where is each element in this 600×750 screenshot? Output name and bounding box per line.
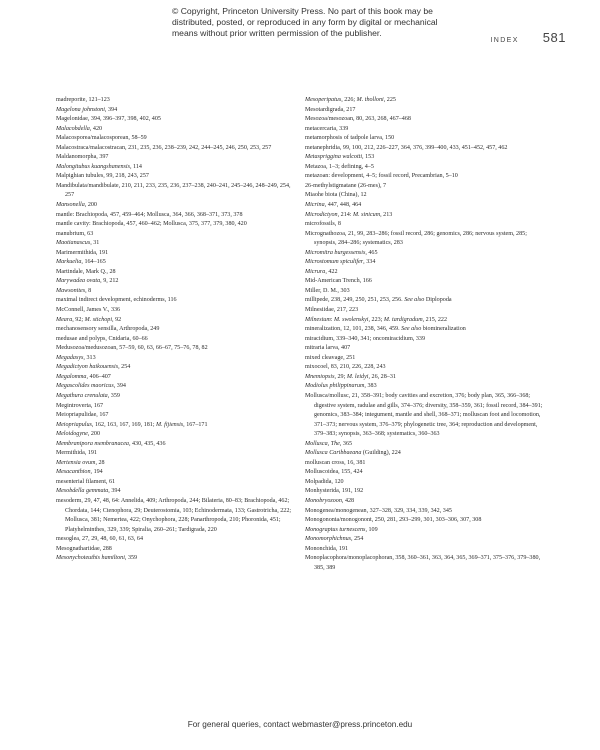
- index-entry: Micrura, 422: [305, 268, 338, 275]
- index-entry: Micromitra burgessensis, 465: [305, 249, 378, 256]
- index-entry: Metaspriggina walcotti, 153: [305, 154, 375, 161]
- index-entry: Malongitubus kuangshanensis, 114: [56, 163, 142, 170]
- index-entry: maximal indirect development, echinoderms, 116: [56, 297, 177, 304]
- footer-contact: For general queries, contact webmaster@press.princeton.edu: [187, 720, 413, 729]
- index-entry: millipede, 238, 249, 250, 251, 253, 256. See also Diplopoda: [305, 297, 452, 304]
- index-entry: mantle cavity: Brachiopoda, 457, 460–462; Mollusca, 375, 377, 379, 380, 420: [56, 221, 247, 228]
- index-entry: Megascolides maoricus, 394: [56, 383, 126, 390]
- index-entry: Mesoperipatus, 226; M. tholloni, 225: [305, 97, 396, 103]
- index-entry: madreporite, 121–123: [56, 97, 110, 103]
- index-entry: mixocoel, 83, 210, 226, 228, 243: [305, 364, 386, 371]
- index-entry: Megintroverta, 167: [56, 402, 104, 409]
- copyright-line: means without prior written permission of the publisher.: [172, 28, 382, 38]
- index-entry: Modiolus philippinarum, 383: [305, 383, 377, 390]
- index-entry: Mansonella, 200: [56, 202, 97, 209]
- index-entry: Marywadea ovata, 9, 212: [56, 278, 119, 285]
- copyright-line: distributed, posted, or reproduced in any form by digital or mechanical: [172, 17, 438, 27]
- running-head-label: INDEX: [490, 37, 519, 44]
- index-entry: McConnell, James V., 336: [56, 307, 121, 314]
- index-entry: miracidium, 339–340, 341; oncomiracidium, 339: [305, 335, 425, 342]
- index-entry: metazoan: development, 4–5; fossil record, Precambrian, 5–10: [305, 173, 458, 180]
- index-entry: Marimermithida, 191: [56, 249, 109, 256]
- index-entry: metacercaria, 339: [305, 125, 349, 132]
- index-entry: Mawsonites, 8: [56, 287, 92, 294]
- index-entry: Mandibulata/mandibulate, 210, 211, 233, 235, 236, 237–238, 240–241, 245–246, 248–249, 254, 257: [56, 182, 291, 199]
- index-entry: Molluscoidea, 155, 424: [305, 469, 363, 476]
- index-entry: Megadictyon haikouensis, 254: [56, 364, 131, 371]
- index-entry: mantle: Brachiopoda, 457, 459–464; Mollusca, 364, 366, 368–371, 373, 378: [56, 211, 243, 218]
- index-entry: Markuelia, 164–165: [56, 259, 106, 266]
- index-entry: Milnesiidae, 217, 223: [305, 307, 359, 314]
- index-entry: metamorphosis of tadpole larva, 150: [305, 135, 395, 142]
- index-entry: Malacosporea/malacosporean, 58–59: [56, 135, 147, 142]
- index-entry: Meloidogyne, 200: [56, 431, 100, 438]
- copyright-notice: [172, 6, 438, 39]
- index-entry: Medusozoa/medusozoan, 57–59, 60, 63, 66–67, 75–76, 78, 82: [56, 345, 208, 352]
- index-entry: Miller, D. M., 303: [305, 287, 350, 294]
- index-entry: Monobryozoon, 428: [305, 497, 355, 504]
- index-entry: Microstomum spiculifer, 334: [305, 259, 376, 266]
- index-entry: Mollusca Caribbaeana (Guilding), 224: [305, 450, 401, 457]
- index-entry: Monograptus turnescens, 109: [305, 526, 378, 533]
- copyright-line: © Copyright, Princeton University Press. No part of this book may be: [172, 6, 433, 16]
- index-entry: mixed cleavage, 251: [305, 354, 356, 361]
- index-entry: Monoplacophora/monoplacophoran, 358, 360–361, 363, 364, 365, 369–371, 375–376, 379–380, 385, 389: [305, 555, 541, 571]
- index-entry: Meiopriapulidae, 167: [56, 412, 109, 419]
- index-entry: Martindale, Mark Q., 28: [56, 268, 116, 275]
- index-entry: microfossils, 8: [305, 221, 341, 228]
- index-entry: Metazoa, 1–3; defining, 4–5: [305, 163, 374, 170]
- index-column-right: [305, 96, 547, 573]
- index-entry: Mesotardigrada, 217: [305, 106, 356, 113]
- index-entry: Meara, 92; M. stichopi, 92: [56, 316, 122, 323]
- index-entry: mesoderm, 29, 47, 48, 64: Annelida, 409; Arthropoda, 244; Bilateria, 80–83; Brachiopoda, 462; Chordata, 144; Ctenophora, 29; Deuterostomia, 103; Echinodermata, 133; Gastrotricha, 222; Mollusca, 381; Nemertea, 422; Onychophora, 228; Panarthropoda, 210; Phoronida, 451; Platyhelminthes, 329, 339; Spiralia, 260–261; Tardigrada, 220: [56, 497, 292, 533]
- index-entry: Megalomma, 406–407: [56, 373, 111, 380]
- index-entry: Maldanomorpha, 397: [56, 154, 109, 161]
- index-entry: Microdictyon, 214: M. sinicum, 213: [305, 211, 393, 218]
- index-entry: Monogononta/monogonont, 250, 281, 293–299, 301, 303–306, 307, 308: [305, 517, 482, 524]
- index-entry: Micrina, 447, 448, 464: [305, 202, 362, 209]
- index-entry: Magelona johnstoni, 394: [56, 106, 118, 113]
- index-entry: Mertensia ovum, 28: [56, 459, 105, 466]
- index-entry: Maotianascus, 31: [56, 240, 100, 247]
- index-entry: Mesognathariidae, 288: [56, 545, 112, 552]
- index-entry: Meiopriapulus, 162, 163, 167, 169, 181; M. fijiensis, 167–171: [56, 421, 208, 428]
- index-entry: Miaohe biota (China), 12: [305, 192, 367, 199]
- index-entry: Mollusca/mollusc, 21, 358–391; body cavities and excretion, 376; body plan, 365, 366–368; digestive system, radulae and gills, 374–376; diversity, 358–359, 361; fossil record, 384–391; genomics, 383–384; integument, mantle and shell, 368–371; molluscan foot and locomotion, 371–373; nervous system, 376–379; phylogenetic tree, 364; reproduction and development, 379–383; synopsis, 363–368; systematics, 360–363: [305, 392, 543, 438]
- index-entry: manubrium, 63: [56, 230, 94, 237]
- index-entry: Mid-American Trench, 166: [305, 278, 372, 285]
- index-entry: Molpadida, 120: [305, 478, 344, 485]
- index-entry: Monogenea/monogenean, 327–328, 329, 334, 339, 342, 345: [305, 507, 452, 514]
- index-entry: Mesacanthion, 194: [56, 469, 103, 476]
- index-entry: 26-methylstigmatane (26-mes), 7: [305, 182, 387, 189]
- index-entry: Magelonidae, 394, 396–397, 398, 402, 405: [56, 116, 161, 123]
- index-entry: Mesozoa/mesozoan, 80, 263, 268, 467–468: [305, 116, 411, 123]
- index-entry: Milnesium: M. swolenskyi, 223; M. tardigradum, 215, 222: [305, 316, 447, 323]
- index-entry: medusae and polyps, Cnidaria, 60–66: [56, 335, 148, 342]
- index-entry: mesenterial filament, 61: [56, 478, 116, 485]
- index-entry: mineralization, 12, 101, 238, 346, 459. See also biomineralization: [305, 326, 466, 333]
- index-entry: mechanosensory sensilla, Arthropoda, 249: [56, 326, 160, 333]
- index-entry: Malpighian tubules, 99, 218, 243, 257: [56, 173, 149, 180]
- index-entry: Mononchida, 191: [305, 545, 348, 552]
- index-entry: Mnemiopsis, 29; M. leidyi, 26, 28–31: [305, 373, 396, 380]
- index-entry: mesoglea, 27, 29, 48, 60, 61, 63, 64: [56, 536, 143, 543]
- index-entry: molluscan cross, 16, 381: [305, 459, 366, 466]
- index-entry: Megathura crenulata, 359: [56, 392, 120, 399]
- index-entry: Monhysterida, 191, 192: [305, 488, 364, 495]
- index-entry: Malacostraca/malacostracan, 231, 235, 236, 238–239, 242, 244–245, 246, 250, 253, 257: [56, 144, 272, 151]
- index-entry: Mesobdella gemmata, 394: [56, 488, 121, 495]
- index-entry: mitraria larva, 407: [305, 345, 351, 352]
- page-number: 581: [542, 30, 566, 45]
- index-entry: Mollusca, The, 365: [305, 440, 353, 447]
- index-entry: Membranipora membranacea, 430, 435, 436: [56, 440, 166, 447]
- index-column-left: [56, 96, 298, 564]
- index-entry: Mesonychoteuthis hamiltoni, 359: [56, 555, 138, 562]
- running-head: [490, 30, 566, 45]
- index-entry: Micrognathozoa, 21, 99, 283–286; fossil record, 286; genomics, 286; nervous system, 285; synopsis, 284–286; systematics, 283: [305, 230, 527, 247]
- index-entry: Monomorphichnus, 254: [305, 536, 364, 543]
- index-entry: Mermithida, 191: [56, 450, 97, 457]
- index-entry: metanephridia, 99, 100, 212, 226–227, 364, 376, 399–400, 433, 451–452, 457, 462: [305, 144, 508, 151]
- index-entry: Malacobdella, 420: [56, 125, 103, 132]
- index-entry: Megadasys, 313: [56, 354, 96, 361]
